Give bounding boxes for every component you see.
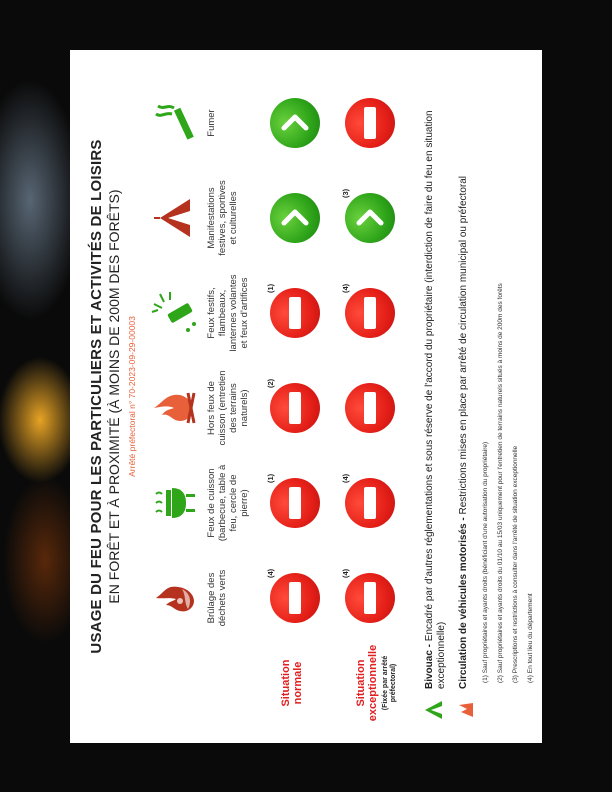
tent-icon xyxy=(150,193,200,243)
legend-vehicles-title: Circulation de véhicules motorisés - xyxy=(458,517,469,689)
barbecue-icon xyxy=(150,478,200,528)
burning-leaves-icon xyxy=(150,573,200,623)
cigarette-icon xyxy=(150,98,200,148)
row-note-exceptionnelle: (Fixée par arrêté préfectoral) xyxy=(382,655,397,711)
footnote-ref: (1) xyxy=(266,473,275,483)
column-label-feux-festifs: Feux festifs, flambeaux, lanternes volantes et feux d'artifices xyxy=(206,274,250,352)
legend-bivouac-title: Bivouac - xyxy=(424,643,435,689)
footnote-ref: (4) xyxy=(341,283,350,293)
firework-icon xyxy=(150,288,200,338)
status-forbidden-icon xyxy=(345,383,395,433)
column-label-hors-cuisson: Hors feux de cuisson (entretien des terrains naturels) xyxy=(206,370,250,446)
page-subtitle: EN FORÊT ET À PROXIMITÉ (À MOINS DE 200M DES FORÊTS) xyxy=(106,189,122,604)
footnote-ref: (4) xyxy=(341,568,350,578)
footnote-ref: (2) xyxy=(266,378,275,388)
footnote-ref: (3) xyxy=(341,188,350,198)
arrete-reference: Arrêté préfectoral n° 70-2023-09-29-00003 xyxy=(127,316,137,477)
status-forbidden-icon xyxy=(270,383,320,433)
status-allowed-icon xyxy=(270,193,320,243)
status-forbidden-icon xyxy=(345,573,395,623)
footnote-ref: (4) xyxy=(266,568,275,578)
legend-vehicles xyxy=(458,69,470,689)
column-label-fumer: Fumer xyxy=(206,109,217,137)
status-forbidden-icon xyxy=(345,98,395,148)
footnote-2: (2) Sauf propriétaires et ayants droits du 01/10 au 15/03 uniquement pour l'entretien de terrains naturels situés à moins de 200m des forêts xyxy=(497,283,504,683)
legend-vehicles-text: Restrictions mises en place par arrêté de circulation municipal ou préfectoral xyxy=(458,176,469,518)
status-forbidden-icon xyxy=(270,288,320,338)
status-allowed-icon xyxy=(345,193,395,243)
status-forbidden-icon xyxy=(270,573,320,623)
vehicle-icon xyxy=(455,699,482,721)
column-label-manifestations: Manifestations festives, sportives et culturelles xyxy=(206,180,239,256)
column-label-dechets: Brûlage des déchets verts xyxy=(206,569,228,627)
legend-bivouac-text: Encadré par d'autres réglementations et sous réserve de l'accord du propriétaire (interdiction de faire du feu en situation exceptionnelle) xyxy=(424,110,447,689)
status-forbidden-icon xyxy=(270,478,320,528)
row-label-exceptionnelle: Situation exceptionnelle xyxy=(355,644,379,722)
footnote-ref: (1) xyxy=(266,283,275,293)
footnote-1: (1) Sauf propriétaires et ayants droits (bénéficiant d'une autorisation du propriétaire) xyxy=(482,441,489,683)
status-forbidden-icon xyxy=(345,288,395,338)
poster-content xyxy=(70,50,542,743)
row-label-normale: Situation normale xyxy=(280,659,304,707)
footnote-4: (4) En tout lieu du département xyxy=(527,593,534,683)
footnote-ref: (4) xyxy=(341,473,350,483)
fire-icon xyxy=(150,383,200,433)
legend-bivouac xyxy=(424,69,448,689)
footnote-3: (3) Prescriptions et restrictions à consulter dans l'arrêté de situation exceptionnelle xyxy=(512,445,519,683)
status-allowed-icon xyxy=(270,98,320,148)
bivouac-tent-icon xyxy=(422,699,449,721)
page-title: USAGE DU FEU POUR LES PARTICULIERS ET ACTIVITÉS DE LOISIRS xyxy=(88,139,105,654)
status-forbidden-icon xyxy=(345,478,395,528)
column-label-cuisson: Feux de cuisson (barbecue, table à feu, cercle de pierre) xyxy=(206,464,250,542)
poster xyxy=(70,50,542,743)
